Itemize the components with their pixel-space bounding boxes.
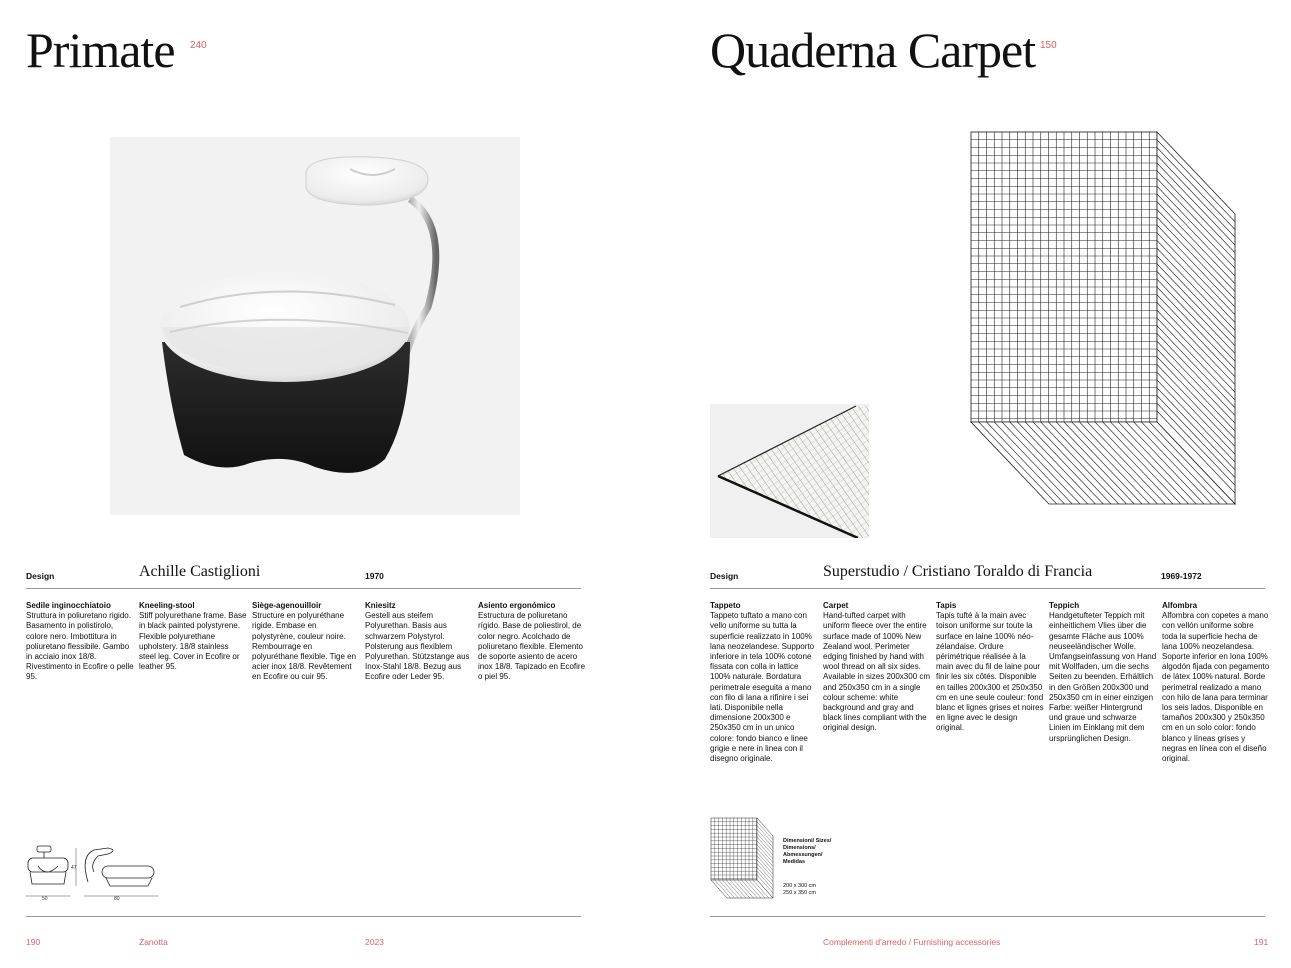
description-en	[139, 601, 247, 672]
description-fr	[936, 601, 1044, 734]
right-page	[645, 0, 1291, 968]
carpet-detail-photo	[710, 404, 869, 538]
primate-product-photo	[110, 137, 520, 515]
description-text: Handgetufteter Teppich mit einheitlichem Vlies über die gesamte Fläche aus 100% neuseeländischer Wolle. Umfangseinfassung von Hand mit Wollfaden, um die sechs Seiten zu beenden. Erhältlich in den Größen 200x300 und 250x350 cm in einer einzigen Farbe: weißer Hintergrund und graue und schwarze Linien im Einklang mit dem ursprünglichen Design.	[1049, 611, 1157, 743]
description-de	[1049, 601, 1157, 744]
dimension-depth: 80	[114, 896, 120, 902]
product-title: Primate	[26, 22, 175, 78]
size-list	[783, 883, 816, 897]
section-name: Complementi d'arredo / Furnishing accessories	[823, 937, 1001, 947]
dimension-width: 50	[42, 896, 48, 902]
dimension-height: 47	[71, 865, 77, 871]
dimension-drawing	[24, 842, 164, 904]
description-heading: Kniesitz	[365, 601, 396, 610]
description-heading: Sedile inginocchiatoio	[26, 601, 111, 610]
description-text: Tappeto tuftato a mano con vello uniforme su tutta la superficie realizzato in 100% lana neozelandese. Supporto inferiore in tela 100% cotone fissata con colla in lattice 100% naturale. Bordatura perimetrale eseguita a mano con filo di lana a rifinire i sei lati. Disponibile nella dimensione 200x300 e 250x350 cm in un unico colore: fondo bianco e linee grigie e nere in linea con il disegno originale.	[710, 611, 815, 764]
divider	[26, 588, 581, 589]
description-heading: Tapis	[936, 601, 957, 610]
product-title: Quaderna Carpet	[710, 22, 1036, 78]
description-text: Stiff polyurethane frame. Base in black painted polystyrene. Flexible polyurethane upholstery. 18/8 stainless steel leg. Cover in Ecofire or leather 95.	[139, 611, 247, 672]
description-heading: Alfombra	[1162, 601, 1198, 610]
carpet-dimension-drawing	[709, 816, 779, 900]
description-text: Tapis tufté à la main avec toison uniforme sur toute la surface en laine 100% néo-zélandaise. Ordure périmétrique réalisée à la main avec du fil de laine pour finir les six côtés. Disponible en tailles 200x300 et 250x350 cm en une seule couleur: fond blanc et lignes grises et noires en ligne avec le design original.	[936, 611, 1044, 733]
description-heading: Asiento ergonómico	[478, 601, 556, 610]
description-text: Struttura in poliuretano rigido. Basamento in polistirolo, colore nero. Imbottitura in poliuretano flessibile. Gambo in acciaio inox 18/8. Rivestimento in Ecofire o pelle 95.	[26, 611, 134, 682]
description-es	[478, 601, 586, 683]
page-number: 190	[26, 937, 41, 947]
description-text: Estructura de poliuretano rígido. Base de poliestirol, de color negro. Acolchado de poliuretano flexible. Elemento de soporte asiento de acero inox 18/8. Tapizado en Ecofire o piel 95.	[478, 611, 586, 682]
size-option: 200 x 300 cm	[783, 883, 817, 889]
design-label: Design	[26, 571, 55, 581]
description-heading: Tappeto	[710, 601, 741, 610]
description-text: Hand-tufted carpet with uniform fleece over the entire surface made of 100% New Zealand wool. Perimeter edging finished by hand with wool thread on all six sides. Available in sizes 200x300 cm and 250x350 cm in a single colour scheme: white background and gray and black lines compliant with the original design.	[823, 611, 931, 733]
product-number: 150	[1040, 40, 1057, 51]
description-heading: Kneeling-stool	[139, 601, 195, 610]
description-heading: Carpet	[823, 601, 849, 610]
description-text: Structure en polyuréthane rigide. Embase en polystyrène, couleur noire. Rembourrage en polyuréthane flexible. Tige en acier inox 18/8. Revêtement en Ecofire ou cuir 95.	[252, 611, 357, 682]
catalog-year: 2023	[365, 937, 384, 947]
description-it	[710, 601, 818, 764]
design-label: Design	[710, 571, 739, 581]
description-es	[1162, 601, 1270, 764]
designer-name: Superstudio / Cristiano Toraldo di Francia	[823, 563, 1093, 580]
description-fr	[252, 601, 360, 683]
description-de	[365, 601, 473, 683]
quaderna-carpet-graphic	[965, 128, 1241, 508]
kneeling-stool-illustration	[110, 137, 520, 515]
footer-divider	[26, 916, 581, 917]
designer-name: Achille Castiglioni	[139, 563, 261, 580]
product-number: 240	[190, 40, 207, 51]
description-en	[823, 601, 931, 734]
size-option: 250 x 350 cm	[783, 890, 817, 896]
description-heading: Teppich	[1049, 601, 1080, 610]
carpet-corner-illustration	[710, 404, 869, 538]
description-text: Gestell aus steifem Polyurethan. Basis aus schwarzem Polystyrol. Polsterung aus flexiblem Polyurethan. Stützstange aus Inox-Stahl 18/8. Bezug aus Ecofire oder Leder 95.	[365, 611, 470, 682]
page-number: 191	[1254, 937, 1269, 947]
description-heading: Siège-agenouilloir	[252, 601, 322, 610]
divider	[710, 588, 1265, 589]
description-it	[26, 601, 134, 683]
brand-name: Zanotta	[139, 937, 168, 947]
design-year: 1969-1972	[1161, 571, 1202, 581]
left-page	[0, 0, 645, 968]
design-year: 1970	[365, 571, 384, 581]
description-text: Alfombra con copetes a mano con vellón uniforme sobre toda la superficie hecha de lana 100% neozelandesa. Soporte inferior en lona 100% algodón fijada con pegamento de látex 100% natural. Borde perimetral realizado a mano con hilo de lana para terminar los seis lados. Disponible en tamaños 200x300 y 250x350 cm en un solo color: fondo blanco y líneas grises y negras en línea con el diseño original.	[1162, 611, 1270, 764]
dimensions-label: Dimensioni/ Sizes/ Dimensions/ Abmessungen/ Medidas	[783, 838, 832, 865]
footer-divider	[710, 916, 1265, 917]
